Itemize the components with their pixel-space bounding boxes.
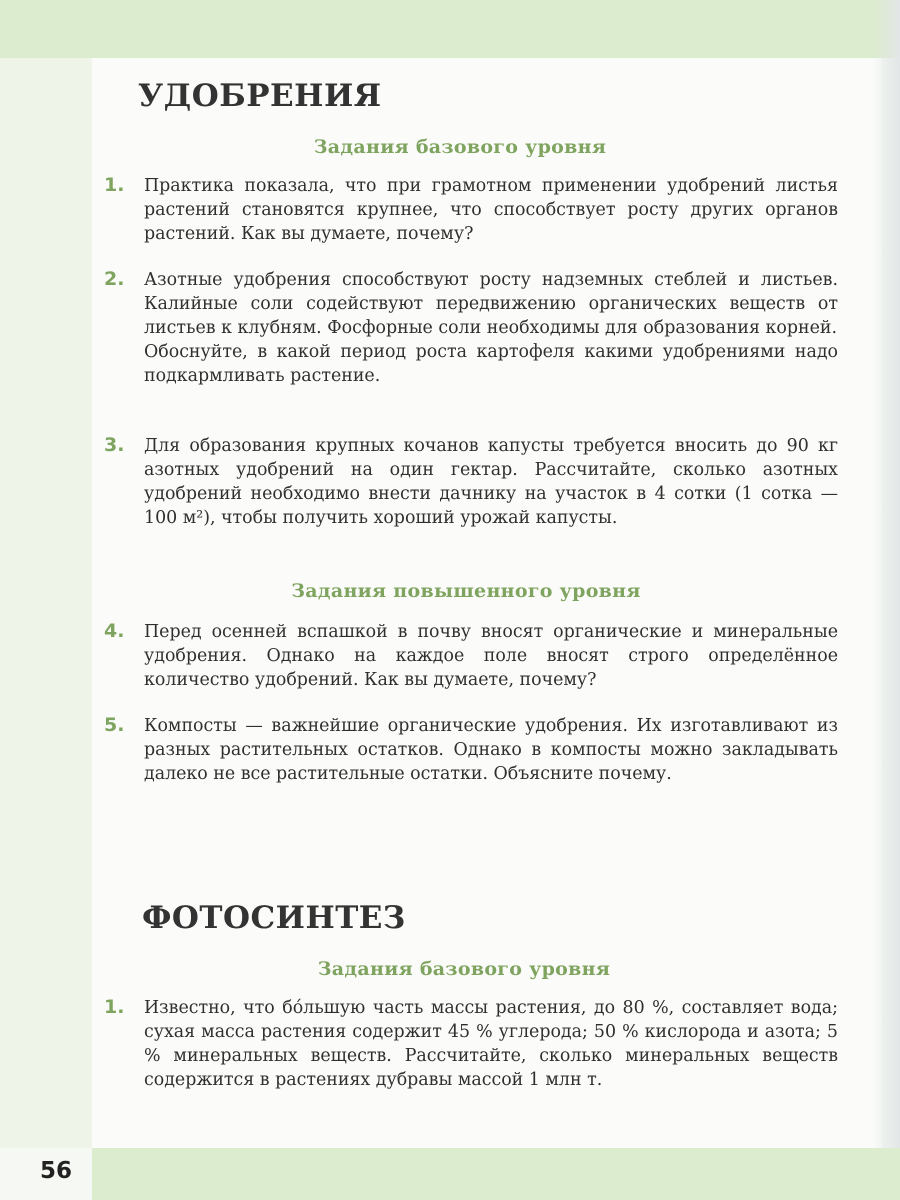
left-margin-strip: [0, 58, 92, 1148]
subtitle-basic-level-photosynthesis: Задания базового уровня: [317, 958, 611, 980]
task-text: Практика показала, что при грамотном применении удобрений листья растений становятся крупнее, что способствует росту других органов растений. Как вы думаете, почему?: [144, 176, 838, 244]
task-number: 4.: [104, 620, 125, 642]
top-color-band: [0, 0, 900, 58]
subtitle-basic-level: Задания базового уровня: [313, 136, 607, 158]
section-title-photosynthesis: ФОТОСИНТЕЗ: [142, 900, 406, 936]
task-number: 1.: [104, 174, 125, 196]
task-text: Азотные удобрения способствуют росту надземных стеблей и листьев. Калийные соли содействуют передвижению органических веществ от листьев к клубням. Фосфорные соли необходимы для образования корней. Обоснуйте, в какой период роста картофеля какими удобрениями надо подкармливать растение.: [144, 270, 838, 386]
task-number: 2.: [104, 268, 125, 290]
bottom-color-band: [0, 1148, 900, 1200]
task-text: Перед осенней вспашкой в почву вносят органические и минеральные удобрения. Однако на каждое поле вносят строго определённое количество удобрений. Как вы думаете, почему?: [144, 622, 838, 690]
task-text-continuation: Обоснуйте, в какой период роста картофеля какими удобрениями надо подкармливать растение.: [144, 342, 838, 386]
page-number: 56: [40, 1158, 73, 1184]
task-text: Компосты — важнейшие органические удобрения. Их изготавливают из разных растительных остатков. Однако в компосты можно закладывать далеко не все растительные остатки. Объясните почему.: [144, 716, 838, 784]
task-number: 5.: [104, 714, 125, 736]
page-fold-shadow: [872, 0, 900, 1200]
task-text: Для образования крупных кочанов капусты требуется вносить до 90 кг азотных удобрений на один гектар. Рассчитайте, сколько азотных удобрений необходимо внести дачнику на участок в 4 сотки (1 сотка — 100 м²), чтобы получить хороший урожай капусты.: [144, 436, 838, 528]
task-text: Известно, что бóльшую часть массы растения, до 80 %, составляет вода; сухая масса растения содержит 45 % углерода; 50 % кислорода и азота; 5 % минеральных веществ. Рассчитайте, сколько минеральных веществ содержится в растениях дубравы массой 1 млн т.: [144, 998, 838, 1090]
task-number: 1.: [104, 996, 125, 1018]
task-number: 3.: [104, 434, 125, 456]
subtitle-advanced-level: Задания повышенного уровня: [291, 580, 641, 602]
section-title-fertilizers: УДОБРЕНИЯ: [138, 78, 382, 114]
